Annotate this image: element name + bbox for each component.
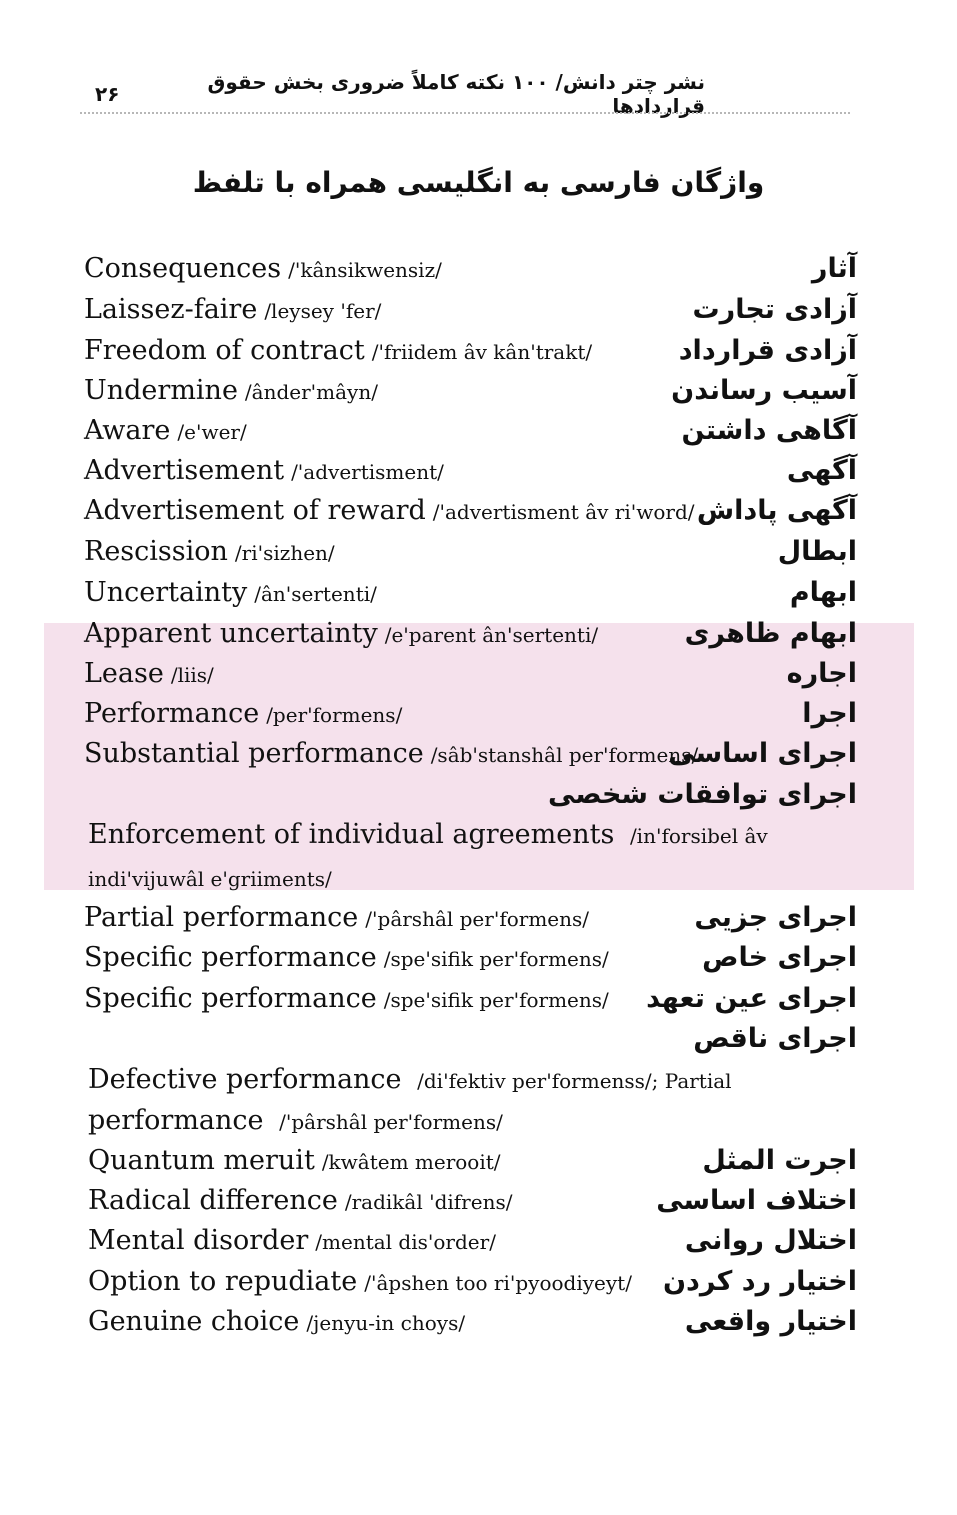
glossary-entry xyxy=(84,1181,857,1221)
entry-persian: اجرت المثل xyxy=(702,1145,857,1176)
glossary-entry xyxy=(84,491,857,531)
entry-pronunciation: /liis/ xyxy=(170,663,214,687)
glossary-entry xyxy=(84,1019,857,1059)
entry-english: Laissez-faire /leysey 'fer/ xyxy=(84,294,382,325)
entry-english: Option to repudiate /'âpshen too ri'pyoodiyeyt/ xyxy=(88,1266,632,1297)
entry-english: Uncertainty /ân'sertenti/ xyxy=(84,577,377,608)
entry-english: Performance /per'formens/ xyxy=(84,698,403,729)
glossary-entry xyxy=(84,290,857,330)
glossary-entry xyxy=(84,694,857,734)
glossary-entry xyxy=(84,979,857,1019)
glossary-entry xyxy=(84,775,857,815)
entry-pronunciation: /'âpshen too ri'pyoodiyeyt/ xyxy=(364,1271,632,1295)
entry-pronunciation: /di'fektiv per'formenss/; Partial xyxy=(417,1069,732,1093)
entry-pronunciation: /kwâtem merooit/ xyxy=(321,1150,501,1174)
entry-english: Freedom of contract /'friidem âv kân'trakt/ xyxy=(84,335,593,366)
entry-persian: اجرای ناقص xyxy=(693,1023,857,1054)
entry-english: Apparent uncertainty /e'parent ân'sertenti/ xyxy=(84,618,599,649)
entry-english: Radical difference /radikâl 'difrens/ xyxy=(88,1185,513,1216)
entry-persian: آسیب رساندن xyxy=(671,375,857,406)
entry-persian: آزادی قرارداد xyxy=(678,335,857,366)
entry-persian: ابطال xyxy=(777,536,857,567)
entry-persian: اجرای توافقات شخصی xyxy=(548,779,857,810)
entry-persian: اجرای خاص xyxy=(702,942,857,973)
entry-persian: آگهی پاداش xyxy=(696,495,857,526)
entry-persian: اجرای جزیی xyxy=(694,902,857,933)
entry-persian: اجرای عین تعهد xyxy=(646,983,857,1014)
glossary-entry xyxy=(84,1262,857,1302)
entry-english-continued: Enforcement of individual agreements /in'forsibel âv xyxy=(88,819,768,850)
entry-english: Specific performance /spe'sifik per'formens/ xyxy=(84,942,609,973)
entry-english: Advertisement /'advertisment/ xyxy=(84,455,444,486)
glossary-entry xyxy=(84,614,857,654)
entry-pronunciation: /in'forsibel âv xyxy=(629,824,768,848)
glossary-entry xyxy=(84,249,857,289)
entry-persian: آزادی تجارت xyxy=(692,294,857,325)
entry-pronunciation: /'pârshâl per'formens/ xyxy=(365,907,590,931)
entry-english-continued: performance /'pârshâl per'formens/ xyxy=(88,1105,503,1136)
entry-pronunciation: /'kânsikwensiz/ xyxy=(288,258,442,282)
entry-persian: اختلال روانی xyxy=(684,1225,857,1256)
entry-pronunciation: /radikâl 'difrens/ xyxy=(344,1190,513,1214)
entry-pronunciation: /'advertisment âv ri'word/ xyxy=(432,500,695,524)
entry-pronunciation: indi'vijuwâl e'griiments/ xyxy=(88,867,332,891)
entry-persian: اجرا xyxy=(802,698,857,729)
entry-persian: اختیار واقعی xyxy=(684,1306,857,1337)
entry-pronunciation: /spe'sifik per'formens/ xyxy=(383,988,609,1012)
entry-persian: آثار xyxy=(811,253,857,284)
running-title: نشر چتر دانش/ ۱۰۰ نکته کاملاً ضروری بخش حقوق قراردادها xyxy=(207,70,705,118)
entry-english: Genuine choice /jenyu-in choys/ xyxy=(88,1306,466,1337)
glossary-entry xyxy=(84,938,857,978)
entry-english: Specific performance /spe'sifik per'formens/ xyxy=(84,983,609,1014)
entry-english: Lease /liis/ xyxy=(84,658,214,689)
entry-english: Quantum meruit /kwâtem merooit/ xyxy=(88,1145,501,1176)
page-number: ۲۶ xyxy=(95,82,120,106)
entry-english: Rescission /ri'sizhen/ xyxy=(84,536,335,567)
entry-pronunciation: /e'parent ân'sertenti/ xyxy=(384,623,599,647)
entry-english: Undermine /ânder'mâyn/ xyxy=(84,375,378,406)
entry-english: Advertisement of reward /'advertisment âv ri'word/ xyxy=(84,495,695,526)
glossary-entry xyxy=(84,411,857,451)
glossary-entry xyxy=(84,898,857,938)
entry-english: Consequences /'kânsikwensiz/ xyxy=(84,253,442,284)
glossary-entry xyxy=(84,654,857,694)
entry-english: Partial performance /'pârshâl per'formens/ xyxy=(84,902,590,933)
entry-english-continued: Defective performance /di'fektiv per'formenss/; Partial xyxy=(88,1064,732,1095)
entry-persian: اختلاف اساسی xyxy=(656,1185,857,1216)
entry-pronunciation: /sâb'stanshâl per'formens/ xyxy=(430,743,699,767)
entry-pronunciation: /ân'sertenti/ xyxy=(254,582,377,606)
entry-pronunciation: /per'formens/ xyxy=(266,703,403,727)
glossary-entry xyxy=(84,532,857,572)
entry-pronunciation: /leysey 'fer/ xyxy=(264,299,382,323)
page-title: واژگان فارسی به انگلیسی همراه با تلفظ xyxy=(192,166,765,199)
entry-pronunciation: /ânder'mâyn/ xyxy=(244,380,378,404)
entry-pronunciation: /mental dis'order/ xyxy=(315,1230,496,1254)
entry-pronunciation: /'pârshâl per'formens/ xyxy=(279,1110,503,1134)
entry-pronunciation: /e'wer/ xyxy=(177,420,247,444)
entry-pronunciation: /'advertisment/ xyxy=(291,460,444,484)
entry-pronunciation: /'friidem âv kân'trakt/ xyxy=(371,340,593,364)
glossary-entry xyxy=(84,1221,857,1261)
entry-persian: اجرای اساسی xyxy=(668,738,857,769)
entry-pronunciation: /jenyu-in choys/ xyxy=(306,1311,466,1335)
entry-persian: آگهی xyxy=(786,455,857,486)
entry-persian: ابهام xyxy=(789,577,857,608)
glossary-entry xyxy=(84,573,857,613)
entry-english: Aware /e'wer/ xyxy=(84,415,247,446)
entry-persian: آگاهی داشتن xyxy=(681,415,857,446)
glossary-entry xyxy=(84,331,857,371)
entry-pronunciation: /spe'sifik per'formens/ xyxy=(383,947,609,971)
entry-persian: ابهام ظاهری xyxy=(684,618,857,649)
entry-english: Substantial performance /sâb'stanshâl per'formens/ xyxy=(84,738,699,769)
entry-persian: اجاره xyxy=(786,658,857,689)
glossary-entry xyxy=(84,1302,857,1342)
glossary-entry xyxy=(84,371,857,411)
glossary-entry xyxy=(84,734,857,774)
glossary-entry xyxy=(84,451,857,491)
glossary-entry xyxy=(84,1141,857,1181)
entry-persian: اختیار رد کردن xyxy=(662,1266,857,1297)
entry-pronunciation: /ri'sizhen/ xyxy=(234,541,335,565)
entry-pronunciation-continued xyxy=(88,858,858,898)
entry-english: Mental disorder /mental dis'order/ xyxy=(88,1225,496,1256)
